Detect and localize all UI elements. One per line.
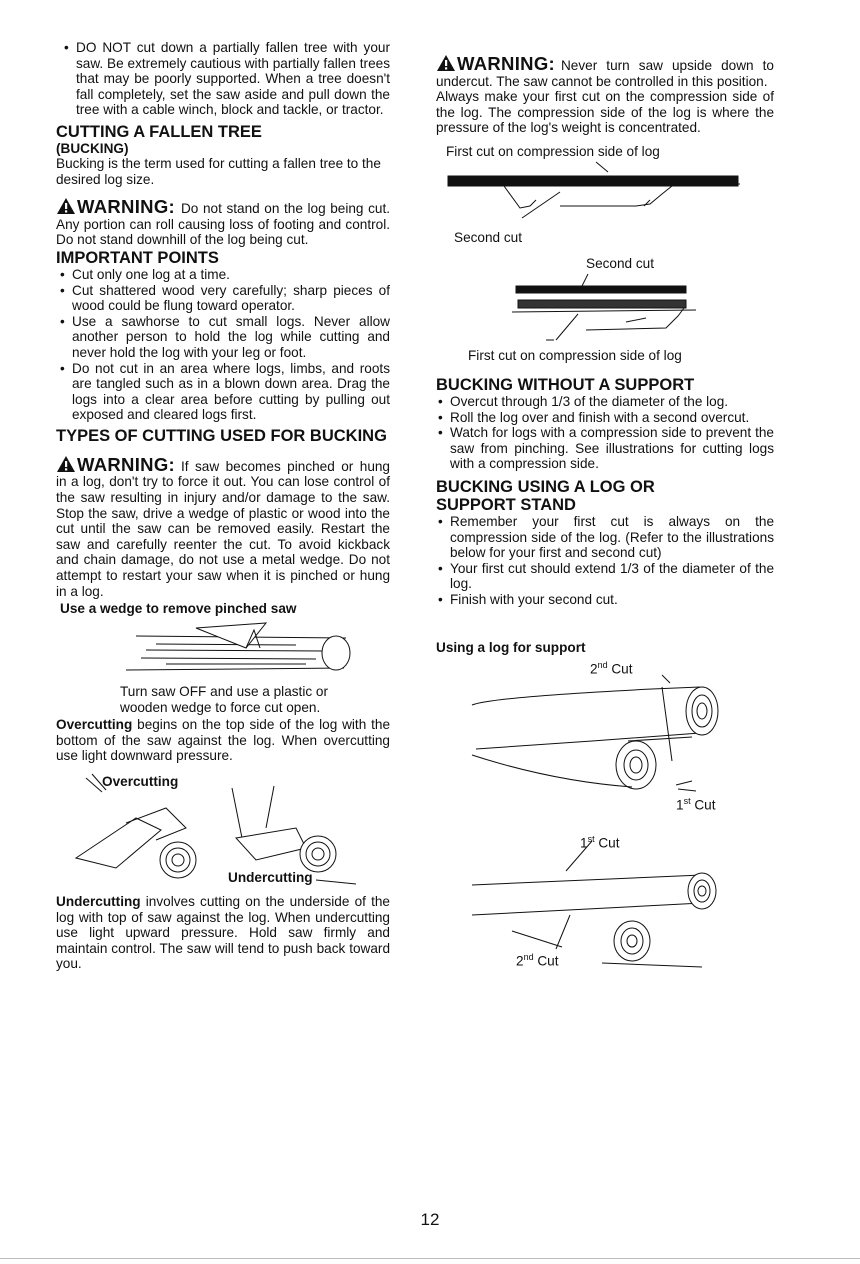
fig-overcutting-label: Overcutting xyxy=(102,774,179,789)
overcutting-paragraph xyxy=(56,717,390,764)
undercutting-term: Undercutting xyxy=(56,894,141,909)
support-log-illustration-1 xyxy=(452,661,752,811)
heading-bucking-log-support xyxy=(436,478,774,514)
important-point: • Cut only one log at a time. xyxy=(58,267,390,283)
cutting-figure xyxy=(56,768,390,890)
ordinal-suffix: nd xyxy=(523,951,534,962)
wedge-illustration xyxy=(96,618,356,684)
warning-triangle-icon xyxy=(436,54,456,72)
support-log-illustration-2 xyxy=(452,831,752,971)
compression-paragraph: Always make your first cut on the compression side of the log. The compression side of the log is where the pressure of the log's weight is concentrated. xyxy=(436,89,774,136)
wedge-caption: Turn saw OFF and use a plastic or wooden wedge to force cut open. xyxy=(120,684,329,716)
fig3-bottom-label xyxy=(676,793,716,814)
cut-word: Cut xyxy=(611,661,633,677)
warning-text: Do not stand on the log being cut. Any portion can roll causing loss of footing and control. Do not stand downhill of the log being cut. xyxy=(56,201,390,248)
using-log-title: Using a log for support xyxy=(436,639,586,655)
compression-bottom-illustration xyxy=(446,272,726,346)
important-point: • Use a sawhorse to cut small logs. Never allow another person to hold the log while cutting and never hold the log with your leg or foot. xyxy=(58,314,390,361)
ordinal-number: 1 xyxy=(580,835,588,851)
cut-word: Cut xyxy=(537,953,559,969)
warning-triangle-icon xyxy=(56,455,76,473)
ordinal-number: 1 xyxy=(676,797,684,813)
bottom-rule xyxy=(0,1258,860,1259)
ordinal-number: 2 xyxy=(516,953,524,969)
cut-word: Cut xyxy=(694,797,716,813)
undercutting-text: involves cutting on the underside of the log with top of saw against the log. When undercutting use light upward pressure. Hold saw firmly and maintain control. The saw will tend to push back toward you. xyxy=(56,894,390,972)
undercutting-paragraph xyxy=(56,894,390,972)
warning-triangle-icon xyxy=(56,197,76,215)
intro-bullet: • DO NOT cut down a partially fallen tree with your saw. Be extremely cautious with partially fallen trees that may be poorly supported. When a tree doesn't fall completely, set the saw aside and pull down the tree with a cable winch, block and tackle, or tractor. xyxy=(62,40,390,118)
page-number: 12 xyxy=(420,1210,440,1229)
heading-bucking-without-support: BUCKING WITHOUT A SUPPORT xyxy=(436,375,695,394)
cut-word: Cut xyxy=(598,835,620,851)
log-support-point: • Remember your first cut is always on the compression side of the log. (Refer to the illustrations below for your first and second cut) xyxy=(436,514,774,561)
log-support-list xyxy=(436,514,774,608)
ordinal-number: 2 xyxy=(590,661,598,677)
warning-label: WARNING: xyxy=(77,196,175,218)
bucking-definition: Bucking is the term used for cutting a fallen tree to the desired log size. xyxy=(56,155,381,187)
warning-label: WARNING: xyxy=(77,453,175,475)
fig4-bottom-label xyxy=(516,949,559,970)
support-figure-top xyxy=(436,655,774,823)
warning-stand-on-log xyxy=(56,197,390,248)
compression-top-illustration xyxy=(440,160,750,232)
without-support-point: • Roll the log over and finish with a second overcut. xyxy=(436,410,774,426)
log-support-point: • Your first cut should extend 1/3 of the diameter of the log. xyxy=(436,561,774,592)
without-support-point: • Watch for logs with a compression side to prevent the saw from pinching. See illustrations for cutting logs with a compression side. xyxy=(436,425,774,472)
heading-line-2: SUPPORT STAND xyxy=(436,495,576,514)
log-support-point: • Finish with your second cut. xyxy=(436,592,774,608)
ordinal-suffix: st xyxy=(683,795,691,806)
right-column xyxy=(436,40,774,983)
fig2-top-label: Second cut xyxy=(586,255,655,271)
heading-line-1: BUCKING USING A LOG OR xyxy=(436,477,655,496)
overcutting-text: begins on the top side of the log with the bottom of the saw against the log. When overcutting use light downward pressure. xyxy=(56,717,390,764)
fig1-bottom-label: Second cut xyxy=(454,229,523,245)
wedge-figure xyxy=(96,618,390,684)
wedge-figure-title: Use a wedge to remove pinched saw xyxy=(60,601,297,617)
fig-undercutting-label: Undercutting xyxy=(228,870,313,885)
important-points-list xyxy=(58,267,390,423)
warning-upside-down xyxy=(436,54,774,89)
left-column xyxy=(56,40,390,972)
warning-pinched-saw xyxy=(56,455,390,599)
warning-text: Never turn saw upside down to undercut. The saw cannot be controlled in this position. xyxy=(436,58,774,89)
subheading-bucking: (BUCKING) xyxy=(56,140,129,156)
heading-types-of-cutting: TYPES OF CUTTING USED FOR BUCKING xyxy=(56,426,387,445)
important-point: • Cut shattered wood very carefully; sharp pieces of wood could be flung toward operator. xyxy=(58,283,390,314)
ordinal-suffix: st xyxy=(587,833,595,844)
intro-bullet-list xyxy=(62,40,390,118)
fig1-top-label: First cut on compression side of log xyxy=(446,143,660,159)
without-support-point: • Overcut through 1/3 of the diameter of the log. xyxy=(436,394,774,410)
warning-label: WARNING: xyxy=(457,53,555,74)
warning-text: If saw becomes pinched or hung in a log, don't try to force it out. You can lose control of the saw resulting in injury and/or damage to the saw. Stop the saw, drive a wedge of plastic or wood into the cut until the saw can be removed easily. Restart the saw and carefully reenter the cut. To avoid kickback and chain damage, do not use a metal wedge. Do not attempt to restart your saw when it is pinched or hung in a log. xyxy=(56,458,390,599)
ordinal-suffix: nd xyxy=(597,659,608,670)
fig2-bottom-label: First cut on compression side of log xyxy=(468,347,682,363)
heading-cutting-fallen-tree: CUTTING A FALLEN TREE xyxy=(56,122,262,141)
without-support-list xyxy=(436,394,774,472)
heading-important-points: IMPORTANT POINTS xyxy=(56,248,219,267)
support-figure-bottom xyxy=(436,823,774,983)
important-point: • Do not cut in an area where logs, limbs, and roots are tangled such as in a blown down area. Drag the logs into a clear area before cutting by pulling out exposed and cleared logs first. xyxy=(58,361,390,423)
overcutting-term: Overcutting xyxy=(56,717,133,733)
